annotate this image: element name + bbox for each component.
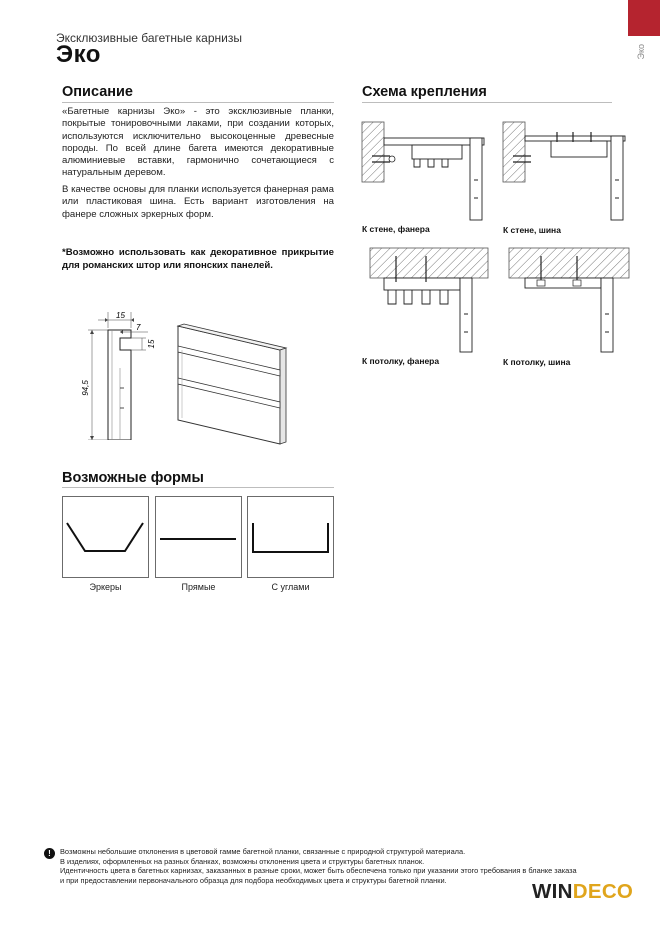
forms-divider [62,487,334,488]
form-bay-window-box [62,496,149,578]
mounting-divider [362,102,612,103]
exclamation-icon: ! [44,848,55,859]
description-divider [62,102,334,103]
corner-accent-tab [628,0,660,36]
page-subtitle: Эксклюзивные багетные карнизы [56,31,242,45]
form-label-straight: Прямые [181,582,216,592]
footer-line-2: В изделиях, оформленных на разных бланках, возможны отклонения цвета и структуры багетных планок. [60,856,425,866]
profile-cross-section-drawing [78,308,160,440]
mount-label-wall-plywood: К стене, фанера [362,224,430,234]
form-label-corners: С углами [271,582,310,592]
footer-disclaimer [60,847,577,885]
description-paragraph-2: В качестве основы для планки используется фанерная рама или пластиковая шина. Есть вариант изготовления на фанере сложных эркерных форм. [62,184,334,220]
wall-plywood-mount-diagram [360,118,492,222]
straight-shape-icon [156,497,241,577]
mount-label-ceiling-plywood: К потолку, фанера [362,356,440,366]
description-note: *Возможно использовать как декоративное прикрытие для романских штор или японских панелей. [62,247,334,271]
corners-shape-icon [248,497,333,577]
brand-logo [532,880,633,904]
ceiling-plywood-mount-diagram [360,244,492,354]
footer-line-4: и при предоставлении первоначального образца для подбора необходимых цвета и структуры багетной планки. [60,875,447,885]
dim-top-width: 15 [116,311,125,320]
form-corners-box [247,496,334,578]
mounting-heading: Схема крепления [362,84,487,100]
dim-height: 94,5 [81,380,90,396]
footer-line-3: Идентичность цвета в багетных карнизах, заказанных в разные сроки, может быть обеспечена только при указании этого требования в бланке заказа [60,866,577,876]
bay-window-shape-icon [63,497,148,577]
side-section-label: Эко [636,44,646,60]
mount-label-wall-rail: К стене, шина [503,225,561,235]
forms-heading: Возможные формы [62,470,204,486]
form-label-bay-window: Эркеры [89,582,122,592]
dim-groove-depth: 7 [136,323,141,332]
mount-label-ceiling-rail: К потолку, шина [503,357,571,367]
logo-part-win: WIN [532,880,573,903]
ceiling-rail-mount-diagram [501,244,633,354]
description-paragraph-1: «Багетные карнизы Эко» - это эксклюзивные планки, покрытые тонировочными лаками, при создании которых, используются исключительно высокоценные древесные породы. По всей длине багета имеются декоративные алюминиевые вставки, гармонично сочетающиеся с натуральным деревом. [62,106,334,179]
page-title: Эко [56,41,101,68]
logo-part-deco: DECO [572,880,634,903]
form-straight-box [155,496,242,578]
footer-line-1: Возможны небольшие отклонения в цветовой гамме багетной планки, связанные с природной структурой материала. [60,847,466,856]
panel-perspective-drawing [168,316,298,446]
wall-rail-mount-diagram [501,118,633,222]
description-heading: Описание [62,84,133,100]
dim-groove-height: 15 [147,339,156,349]
